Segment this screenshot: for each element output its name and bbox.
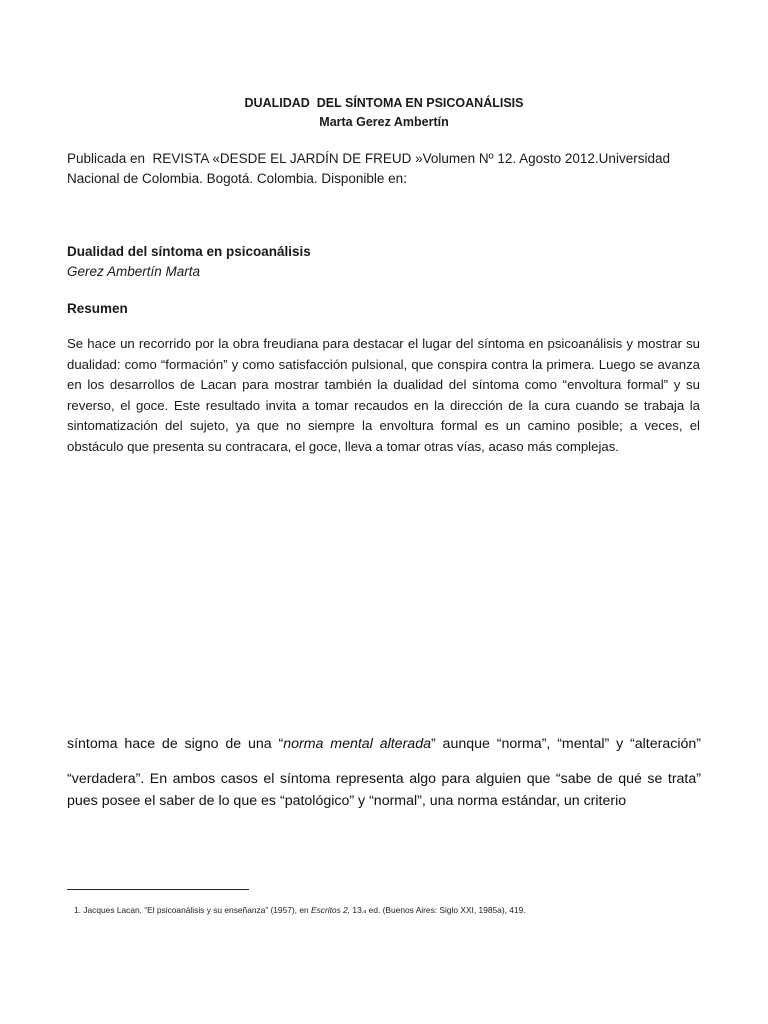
footnote-italic: Escritos 2, xyxy=(310,905,351,915)
footnote-text: 13 xyxy=(350,905,362,915)
article-title: Dualidad del síntoma en psicoanálisis xyxy=(67,244,311,259)
footnote-text: ed. (Buenos Aires: Siglo XXI, 1985a), 419. xyxy=(366,905,526,915)
article-author: Gerez Ambertín Marta xyxy=(67,264,201,279)
document-title: DUALIDAD DEL SÍNTOMA EN PSICOANÁLISIS xyxy=(244,96,524,110)
abstract-heading: Resumen xyxy=(67,301,128,316)
footnote-superscript: .a xyxy=(361,909,367,915)
body-line xyxy=(67,733,701,755)
document-header xyxy=(0,94,768,132)
abstract-paragraph: Se hace un recorrido por la obra freudiana para destacar el lugar del síntoma en psicoanálisis y mostrar su dualidad: como “formación” y como satisfacción pulsional, que conspira contra la primera. Luego se avanza en los desarrollos de Lacan para mostrar también la dualidad del síntoma como “envoltura formal” y su reverso, el goce. Este resultado invita a tomar recaudos en la dirección de la cura cuando se trabaja la sintomatización del sujeto, ya que no siempre la envoltura formal es un camino posible; a veces, el obstáculo que presenta su contracara, el goce, lleva a tomar otras vías, acaso más complejas. xyxy=(67,336,700,454)
publication-line-2: Nacional de Colombia. Bogotá. Colombia. Disponible en: xyxy=(67,171,407,186)
body-line-1 xyxy=(67,733,701,755)
body-text-span: síntoma hace de signo de una “ xyxy=(67,736,284,752)
body-paragraph: “verdadera”. En ambos casos el síntoma representa algo para alguien que “sabe de qué se trata” pues posee el saber de lo que es “patológico” y “normal”, una norma estándar, un criterio xyxy=(67,771,701,809)
publication-line-1: Publicada en REVISTA «DESDE EL JARDÍN DE FREUD »Volumen Nº 12. Agosto 2012.Universidad xyxy=(67,151,670,166)
document-author: Marta Gerez Ambertín xyxy=(319,115,449,129)
body-text-span: ” aunque “norma”, “mental” y “alteración” xyxy=(430,736,701,752)
publication-info xyxy=(67,149,707,189)
footnote-number: 1. xyxy=(74,905,81,915)
body-italic-span: norma mental alterada xyxy=(283,736,431,752)
footnote-separator xyxy=(67,889,249,890)
footnote-text: Jacques Lacan, “El psicoanálisis y su enseñanza” (1957), en xyxy=(81,905,311,915)
footnote xyxy=(74,904,526,918)
